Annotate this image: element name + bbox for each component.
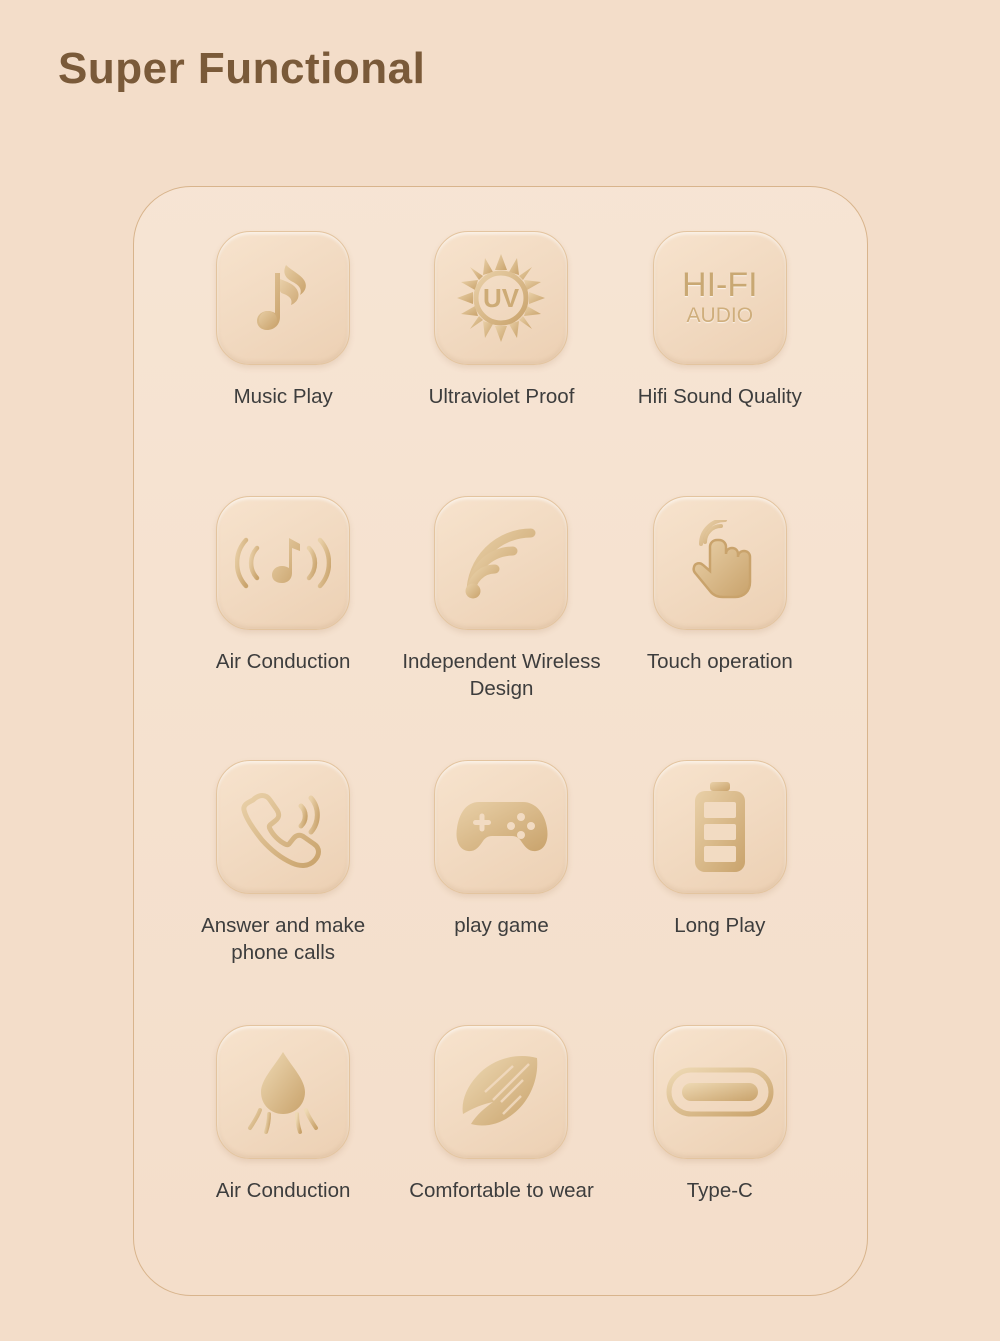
page-title: Super Functional — [58, 44, 426, 93]
feature-item-wireless-design[interactable] — [392, 478, 610, 743]
feature-item-hifi-sound[interactable] — [611, 213, 829, 478]
feature-label: Independent Wireless Design — [402, 649, 601, 700]
feature-label: Air Conduction — [215, 1178, 351, 1202]
feature-label: Long Play — [674, 914, 766, 937]
phone-call-icon — [216, 760, 350, 894]
feature-item-long-play[interactable] — [611, 742, 829, 1007]
wireless-signal-icon — [434, 496, 568, 630]
feature-item-touch-operation[interactable] — [611, 478, 829, 743]
feature-item-comfortable-to-wear[interactable] — [392, 1007, 610, 1272]
feature-label: Music Play — [233, 385, 333, 408]
feature-label: Touch operation — [646, 649, 793, 673]
feature-grid — [134, 187, 869, 1297]
water-drop-icon — [216, 1025, 350, 1159]
feature-label: Comfortable to wear — [409, 1178, 594, 1202]
feature-item-ultraviolet-proof[interactable] — [392, 213, 610, 478]
feature-item-music-play[interactable] — [174, 213, 392, 478]
feature-label: play game — [454, 914, 549, 937]
touch-hand-icon — [653, 496, 787, 630]
feature-label: Ultraviolet Proof — [428, 385, 575, 408]
feature-item-air-conduction-sound[interactable] — [174, 478, 392, 743]
gamepad-icon — [434, 760, 568, 894]
hifi-audio-icon — [653, 231, 787, 365]
music-note-icon — [216, 231, 350, 365]
hifi-main-text: HI-FI — [682, 266, 758, 304]
svg-text:UV: UV — [483, 283, 520, 313]
feature-item-phone-calls[interactable] — [174, 742, 392, 1007]
feature-item-play-game[interactable] — [392, 742, 610, 1007]
air-conduction-sound-icon — [216, 496, 350, 630]
uv-sun-icon — [434, 231, 568, 365]
feature-item-waterproof[interactable] — [174, 1007, 392, 1272]
usb-type-c-icon — [653, 1025, 787, 1159]
feature-card-panel — [133, 186, 868, 1296]
feather-icon — [434, 1025, 568, 1159]
feature-label: Air Conduction — [215, 649, 351, 673]
feature-item-type-c[interactable] — [611, 1007, 829, 1272]
battery-icon — [653, 760, 787, 894]
feature-label: Type-C — [686, 1178, 753, 1202]
feature-label: Hifi Sound Quality — [637, 385, 802, 408]
feature-label: Answer and make phone calls — [201, 914, 366, 964]
hifi-sub-text: AUDIO — [686, 304, 754, 327]
